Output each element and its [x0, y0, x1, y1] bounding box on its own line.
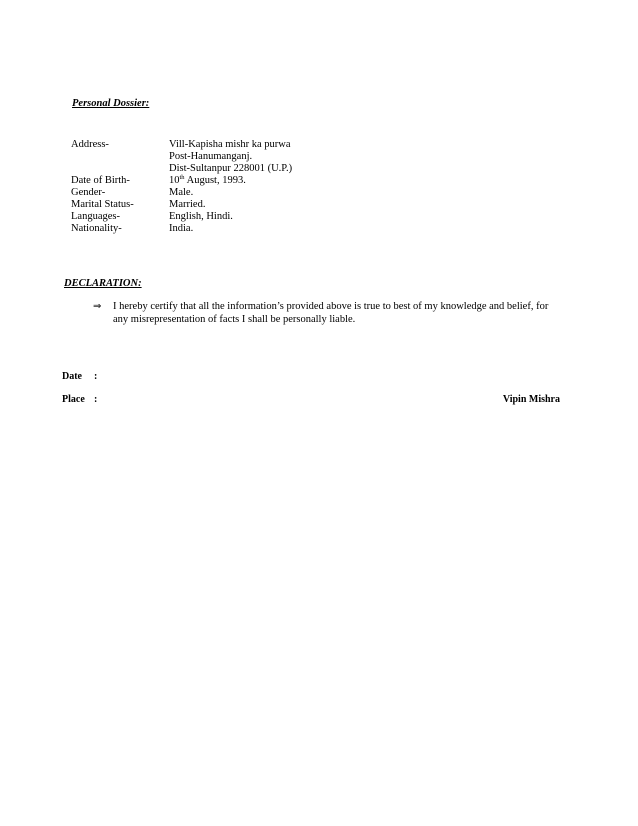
languages-value: English, Hindi.	[169, 211, 233, 222]
dob-value	[169, 175, 246, 187]
declaration-heading: DECLARATION:	[64, 278, 142, 289]
marital-label: Marital Status-	[71, 199, 134, 210]
date-label: Date	[62, 371, 82, 382]
nationality-value: India.	[169, 223, 194, 234]
address-line-1: Vill-Kapisha mishr ka purwa	[169, 139, 291, 150]
address-line-2: Post-Hanumanganj.	[169, 151, 253, 162]
dob-label: Date of Birth-	[71, 175, 130, 186]
declaration-text: I hereby certify that all the information’s provided above is true to best of my knowledge and belief, for any misrepresentation of facts I shall be personally liable.	[113, 301, 549, 325]
date-colon: :	[94, 371, 98, 382]
place-label: Place	[62, 394, 85, 405]
languages-label: Languages-	[71, 211, 120, 222]
marital-value: Married.	[169, 199, 206, 210]
dob-rest: August, 1993.	[184, 175, 246, 186]
address-label: Address-	[71, 139, 109, 150]
nationality-label: Nationality-	[71, 223, 122, 234]
signatory-name: Vipin Mishra	[502, 394, 560, 405]
double-right-arrow-icon: ⇒	[93, 301, 102, 312]
personal-dossier-heading: Personal Dossier:	[72, 98, 150, 109]
dob-day: 10	[169, 175, 180, 186]
gender-label: Gender-	[71, 187, 106, 198]
place-colon: :	[94, 394, 98, 405]
gender-value: Male.	[169, 187, 194, 198]
address-line-3: Dist-Sultanpur 228001 (U.P.)	[169, 163, 293, 174]
dob-suffix: th	[179, 174, 185, 181]
